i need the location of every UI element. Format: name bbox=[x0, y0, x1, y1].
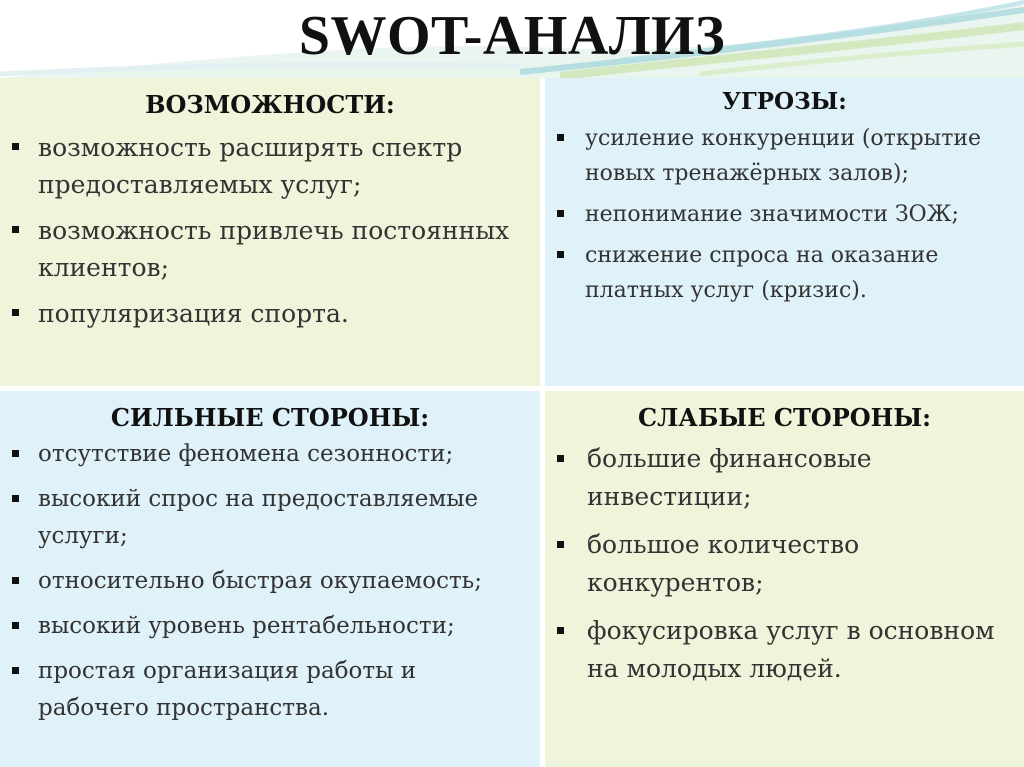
list-item: высокий уровень рентабельности; bbox=[12, 608, 532, 645]
weaknesses-quadrant bbox=[545, 391, 1024, 767]
list-item: возможность привлечь постоянных клиентов; bbox=[12, 212, 530, 286]
list-item: возможность расширять спектр предоставляемых услуг; bbox=[12, 129, 530, 203]
list-item: простая организация работы и рабочего пространства. bbox=[12, 653, 532, 727]
bullet-icon bbox=[557, 541, 564, 548]
bullet-icon bbox=[12, 309, 19, 316]
bullet-icon bbox=[557, 210, 564, 217]
opportunities-quadrant bbox=[0, 78, 540, 386]
list-item: снижение спроса на оказание платных услуг (кризис). bbox=[557, 238, 1016, 308]
strengths-quadrant bbox=[0, 391, 540, 767]
opportunities-list bbox=[0, 119, 540, 332]
bullet-icon bbox=[12, 577, 19, 584]
bullet-icon bbox=[557, 627, 564, 634]
weaknesses-heading: СЛАБЫЕ СТОРОНЫ: bbox=[637, 403, 932, 432]
list-item: усиление конкуренции (открытие новых тренажёрных залов); bbox=[557, 121, 1016, 191]
bullet-icon bbox=[12, 667, 19, 674]
list-item: большое количество конкурентов; bbox=[557, 526, 1016, 602]
list-item: высокий спрос на предоставляемые услуги; bbox=[12, 481, 532, 555]
list-item: популяризация спорта. bbox=[12, 295, 530, 332]
bullet-icon bbox=[557, 134, 564, 141]
threats-list bbox=[545, 115, 1024, 308]
bullet-icon bbox=[12, 226, 19, 233]
threats-quadrant bbox=[545, 78, 1024, 386]
list-item: большие финансовые инвестиции; bbox=[557, 440, 1016, 516]
bullet-icon bbox=[557, 251, 564, 258]
bullet-icon bbox=[12, 622, 19, 629]
bullet-icon bbox=[557, 455, 564, 462]
list-item: отсутствие феномена сезонности; bbox=[12, 436, 532, 473]
opportunities-heading: ВОЗМОЖНОСТИ: bbox=[145, 90, 395, 119]
strengths-list bbox=[0, 432, 540, 727]
page-title: SWOT-АНАЛИЗ bbox=[298, 5, 726, 67]
threats-heading: УГРОЗЫ: bbox=[722, 88, 847, 115]
bullet-icon bbox=[12, 495, 19, 502]
header-banner bbox=[0, 0, 1024, 78]
list-item: относительно быстрая окупаемость; bbox=[12, 563, 532, 600]
strengths-heading: СИЛЬНЫЕ СТОРОНЫ: bbox=[110, 403, 430, 432]
bullet-icon bbox=[12, 143, 19, 150]
weaknesses-list bbox=[545, 432, 1024, 688]
list-item: непонимание значимости ЗОЖ; bbox=[557, 197, 1016, 232]
bullet-icon bbox=[12, 450, 19, 457]
swot-grid bbox=[0, 78, 1024, 767]
list-item: фокусировка услуг в основном на молодых людей. bbox=[557, 612, 1016, 688]
